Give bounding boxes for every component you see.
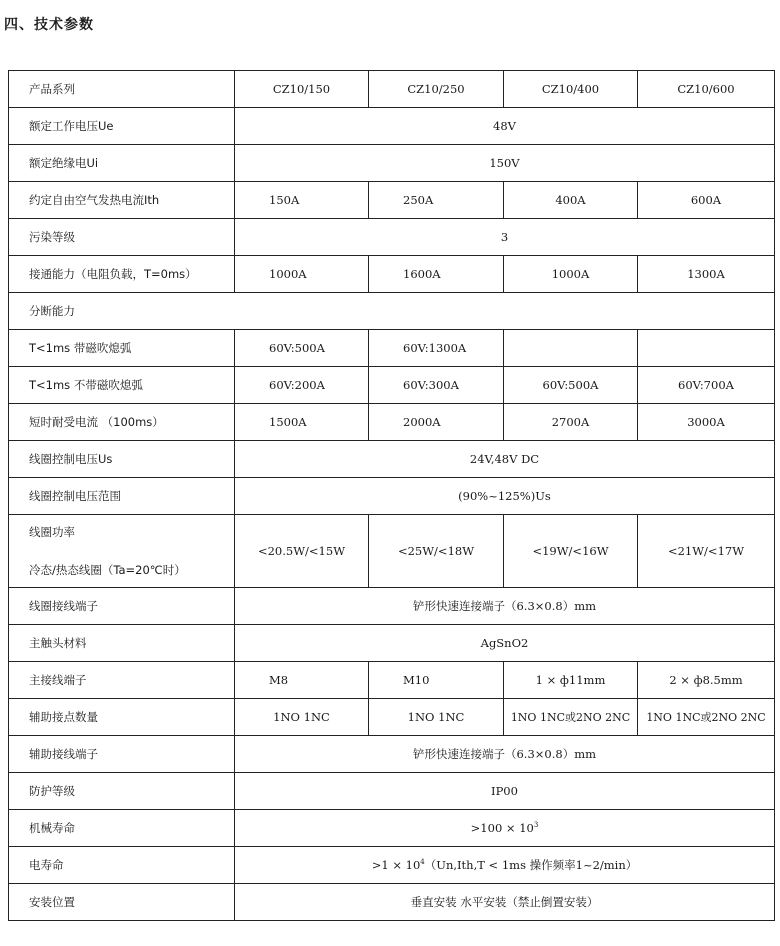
table-row (9, 404, 775, 441)
row-label: 线圈控制电压Us (9, 441, 235, 478)
row-cell: 60V:700A (638, 367, 775, 404)
table-row (9, 588, 775, 625)
row-label-line1: 线圈功率 (29, 525, 75, 539)
model-cz10-250: CZ10/250 (369, 71, 504, 108)
row-cell: <21W/<17W (638, 515, 775, 588)
row-cell: 3000A (638, 404, 775, 441)
row-cell: 400A (504, 182, 638, 219)
row-label: 主接线端子 (9, 662, 235, 699)
row-cell: <25W/<18W (369, 515, 504, 588)
row-cell: 1 × ф11mm (504, 662, 638, 699)
row-cell: 1600A (369, 256, 504, 293)
row-cell: 1300A (638, 256, 775, 293)
table-row (9, 625, 775, 662)
table-row (9, 145, 775, 182)
row-cell: M10 (369, 662, 504, 699)
row-cell: 60V:300A (369, 367, 504, 404)
row-label: 电寿命 (9, 847, 235, 884)
row-label: 约定自由空气发热电流Ith (9, 182, 235, 219)
header-label: 产品系列 (9, 71, 235, 108)
row-cell: 60V:500A (504, 367, 638, 404)
row-cell: <20.5W/<15W (235, 515, 369, 588)
table-row (9, 699, 775, 736)
section-title: 四、技术参数 (4, 17, 94, 33)
row-value: (90%~125%)Us (235, 478, 775, 515)
row-label: 辅助接线端子 (9, 736, 235, 773)
row-value: 3 (235, 219, 775, 256)
table-row (9, 736, 775, 773)
row-value: 48V (235, 108, 775, 145)
row-value: 铲形快速连接端子（6.3×0.8）mm (235, 588, 775, 625)
row-value (235, 847, 775, 884)
row-label: 额定工作电压Ue (9, 108, 235, 145)
row-cell: 1NO 1NC或2NO 2NC (638, 699, 775, 736)
row-cell: 250A (369, 182, 504, 219)
row-cell: 1NO 1NC或2NO 2NC (504, 699, 638, 736)
row-label: 短时耐受电流 （100ms） (9, 404, 235, 441)
row-cell: 1500A (235, 404, 369, 441)
spec-table (8, 70, 775, 921)
row-value: AgSnO2 (235, 625, 775, 662)
row-label: 线圈接线端子 (9, 588, 235, 625)
table-row (9, 256, 775, 293)
row-label: 主触头材料 (9, 625, 235, 662)
table-row (9, 108, 775, 145)
row-cell: 1NO 1NC (235, 699, 369, 736)
row-cell: 2 × ф8.5mm (638, 662, 775, 699)
row-label: T<1ms 带磁吹熄弧 (9, 330, 235, 367)
row-cell: 2700A (504, 404, 638, 441)
row-cell: <19W/<16W (504, 515, 638, 588)
row-label: 额定绝缘电Ui (9, 145, 235, 182)
row-cell: 1000A (504, 256, 638, 293)
table-row (9, 367, 775, 404)
value-exponent: 4 (420, 858, 425, 867)
row-label: 污染等级 (9, 219, 235, 256)
table-row (9, 293, 775, 330)
row-label: 安装位置 (9, 884, 235, 921)
value-main: >1 × 10 (371, 858, 421, 872)
table-row-header (9, 71, 775, 108)
row-value: IP00 (235, 773, 775, 810)
table-row (9, 662, 775, 699)
row-value: 垂直安装 水平安装（禁止倒置安装） (235, 884, 775, 921)
row-cell: M8 (235, 662, 369, 699)
table-row (9, 847, 775, 884)
value-exponent: 3 (533, 821, 539, 830)
row-cell: 150A (235, 182, 369, 219)
table-row (9, 182, 775, 219)
row-value: 150V (235, 145, 775, 182)
table-row (9, 773, 775, 810)
row-cell: 2000A (369, 404, 504, 441)
row-cell: 1NO 1NC (369, 699, 504, 736)
row-cell: 60V:1300A (369, 330, 504, 367)
table-row (9, 884, 775, 921)
row-label: 辅助接点数量 (9, 699, 235, 736)
model-cz10-150: CZ10/150 (235, 71, 369, 108)
row-label (9, 515, 235, 588)
row-cell: 600A (638, 182, 775, 219)
row-label-line2: 冷态/热态线圈（Ta=20℃时） (29, 563, 186, 577)
table-row (9, 441, 775, 478)
table-row (9, 515, 775, 588)
row-cell (638, 330, 775, 367)
row-cell (504, 330, 638, 367)
row-label: 机械寿命 (9, 810, 235, 847)
row-value (235, 810, 775, 847)
value-rest: （Un,Ith,T < 1ms 操作频率1~2/min） (424, 858, 638, 872)
table-row (9, 330, 775, 367)
row-cell: 60V:500A (235, 330, 369, 367)
row-label: 接通能力（电阻负载，T=0ms） (9, 256, 235, 293)
model-cz10-600: CZ10/600 (638, 71, 775, 108)
row-label: T<1ms 不带磁吹熄弧 (9, 367, 235, 404)
model-cz10-400: CZ10/400 (504, 71, 638, 108)
row-label: 分断能力 (9, 293, 775, 330)
row-cell: 1000A (235, 256, 369, 293)
table-row (9, 219, 775, 256)
table-row (9, 810, 775, 847)
row-cell: 60V:200A (235, 367, 369, 404)
row-value: 24V,48V DC (235, 441, 775, 478)
row-value: 铲形快速连接端子（6.3×0.8）mm (235, 736, 775, 773)
row-label: 线圈控制电压范围 (9, 478, 235, 515)
row-label: 防护等级 (9, 773, 235, 810)
value-main: >100 × 10 (470, 821, 534, 835)
table-row (9, 478, 775, 515)
